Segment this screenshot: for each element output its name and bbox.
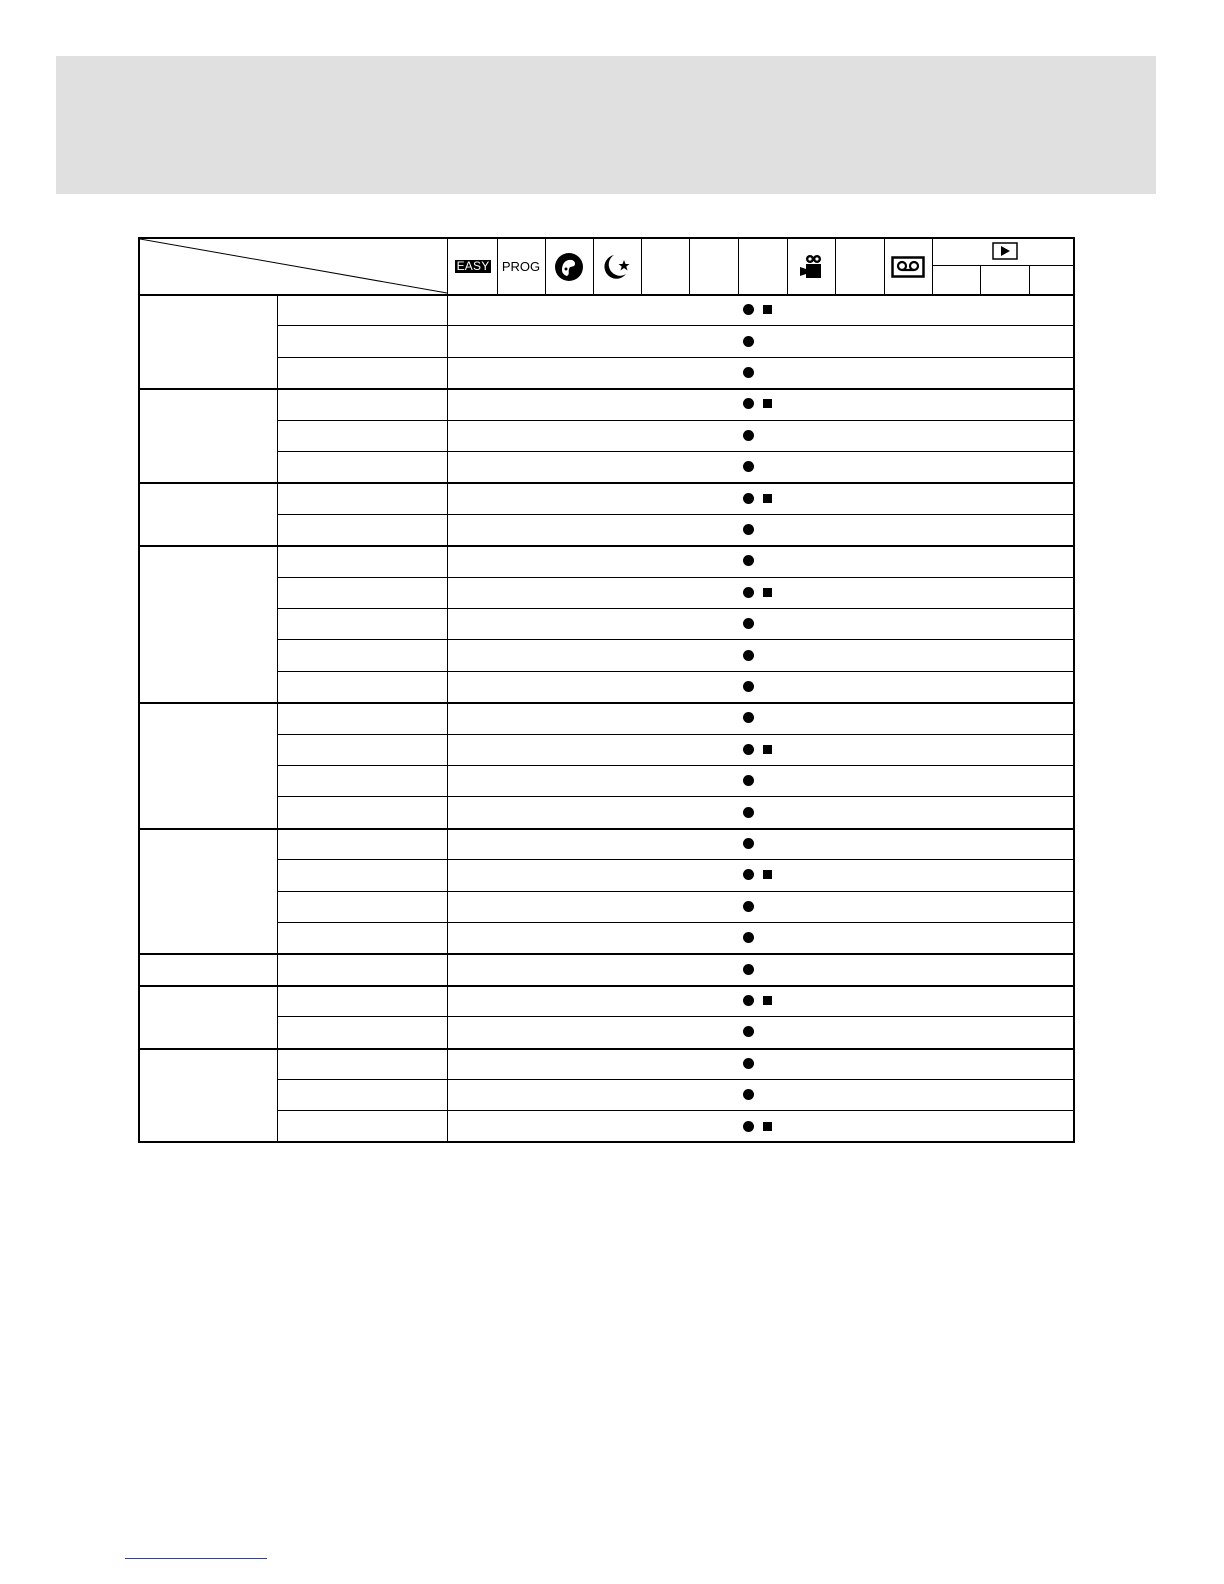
row-divider: [277, 796, 1075, 797]
default-square-mark: [763, 494, 772, 503]
group-divider: [140, 482, 1075, 484]
mode-column-divider: [689, 239, 690, 294]
mode-column-divider: [835, 239, 836, 294]
group-divider: [140, 828, 1075, 830]
playback-subcolumn-divider: [1029, 265, 1030, 294]
available-dot-mark: [743, 964, 754, 975]
row-divider: [277, 514, 1075, 515]
voice-recording-icon: [884, 239, 932, 294]
available-dot-mark: [743, 901, 754, 912]
footer-rule: [125, 1558, 267, 1559]
play-icon: [992, 242, 1018, 260]
group-divider: [140, 985, 1075, 987]
default-square-mark: [763, 588, 772, 597]
mode-column-divider: [593, 239, 594, 294]
default-square-mark: [763, 305, 772, 314]
group-divider: [140, 545, 1075, 547]
available-dot-mark: [743, 681, 754, 692]
portrait-icon: [545, 239, 593, 294]
row-divider: [277, 1110, 1075, 1111]
row-divider: [277, 357, 1075, 358]
available-dot-mark: [743, 1121, 754, 1132]
mode-column-divider: [641, 239, 642, 294]
available-dot-mark: [743, 398, 754, 409]
prog-mode-label: PROG: [501, 259, 541, 274]
available-dot-mark: [743, 336, 754, 347]
available-dot-mark: [743, 838, 754, 849]
mode-column-divider: [932, 239, 933, 294]
row-divider: [277, 765, 1075, 766]
available-dot-mark: [743, 744, 754, 755]
header-divider: [140, 294, 1075, 296]
default-square-mark: [763, 399, 772, 408]
available-dot-mark: [743, 775, 754, 786]
row-divider: [277, 639, 1075, 640]
group-divider: [140, 953, 1075, 955]
row-divider: [277, 420, 1075, 421]
mode-column-divider: [787, 239, 788, 294]
header-band: [56, 56, 1156, 194]
available-dot-mark: [743, 932, 754, 943]
function-availability-table: [138, 237, 1075, 1143]
corner-diagonal: [140, 239, 1075, 1143]
night-scene-icon: [593, 239, 641, 294]
mode-column-divider: [545, 239, 546, 294]
available-dot-mark: [743, 430, 754, 441]
row-divider: [277, 859, 1075, 860]
available-dot-mark: [743, 869, 754, 880]
available-dot-mark: [743, 712, 754, 723]
available-dot-mark: [743, 461, 754, 472]
easy-mode-badge: EASY: [456, 259, 490, 273]
default-square-mark: [763, 1122, 772, 1131]
row-divider: [277, 608, 1075, 609]
available-dot-mark: [743, 995, 754, 1006]
row-divider: [277, 577, 1075, 578]
available-dot-mark: [743, 1058, 754, 1069]
row-divider: [277, 891, 1075, 892]
available-dot-mark: [743, 493, 754, 504]
row-divider: [277, 1016, 1075, 1017]
available-dot-mark: [743, 1026, 754, 1037]
group-column-divider: [277, 294, 278, 1142]
row-divider: [277, 325, 1075, 326]
default-square-mark: [763, 996, 772, 1005]
playback-subcolumn-divider: [980, 265, 981, 294]
available-dot-mark: [743, 524, 754, 535]
group-divider: [140, 702, 1075, 704]
mode-column-divider: [738, 239, 739, 294]
available-dot-mark: [743, 304, 754, 315]
movie-camera-icon: [787, 239, 835, 294]
available-dot-mark: [743, 1089, 754, 1100]
row-divider: [277, 922, 1075, 923]
playback-subheader-divider: [932, 265, 1075, 266]
row-divider: [277, 734, 1075, 735]
available-dot-mark: [743, 650, 754, 661]
mode-column-divider: [497, 239, 498, 294]
available-dot-mark: [743, 807, 754, 818]
available-dot-mark: [743, 555, 754, 566]
group-divider: [140, 1048, 1075, 1050]
mode-column-divider: [884, 239, 885, 294]
row-divider: [277, 1079, 1075, 1080]
available-dot-mark: [743, 618, 754, 629]
row-divider: [277, 451, 1075, 452]
available-dot-mark: [743, 587, 754, 598]
default-square-mark: [763, 870, 772, 879]
group-divider: [140, 388, 1075, 390]
item-column-divider: [447, 239, 448, 1142]
row-divider: [277, 671, 1075, 672]
default-square-mark: [763, 745, 772, 754]
available-dot-mark: [743, 367, 754, 378]
